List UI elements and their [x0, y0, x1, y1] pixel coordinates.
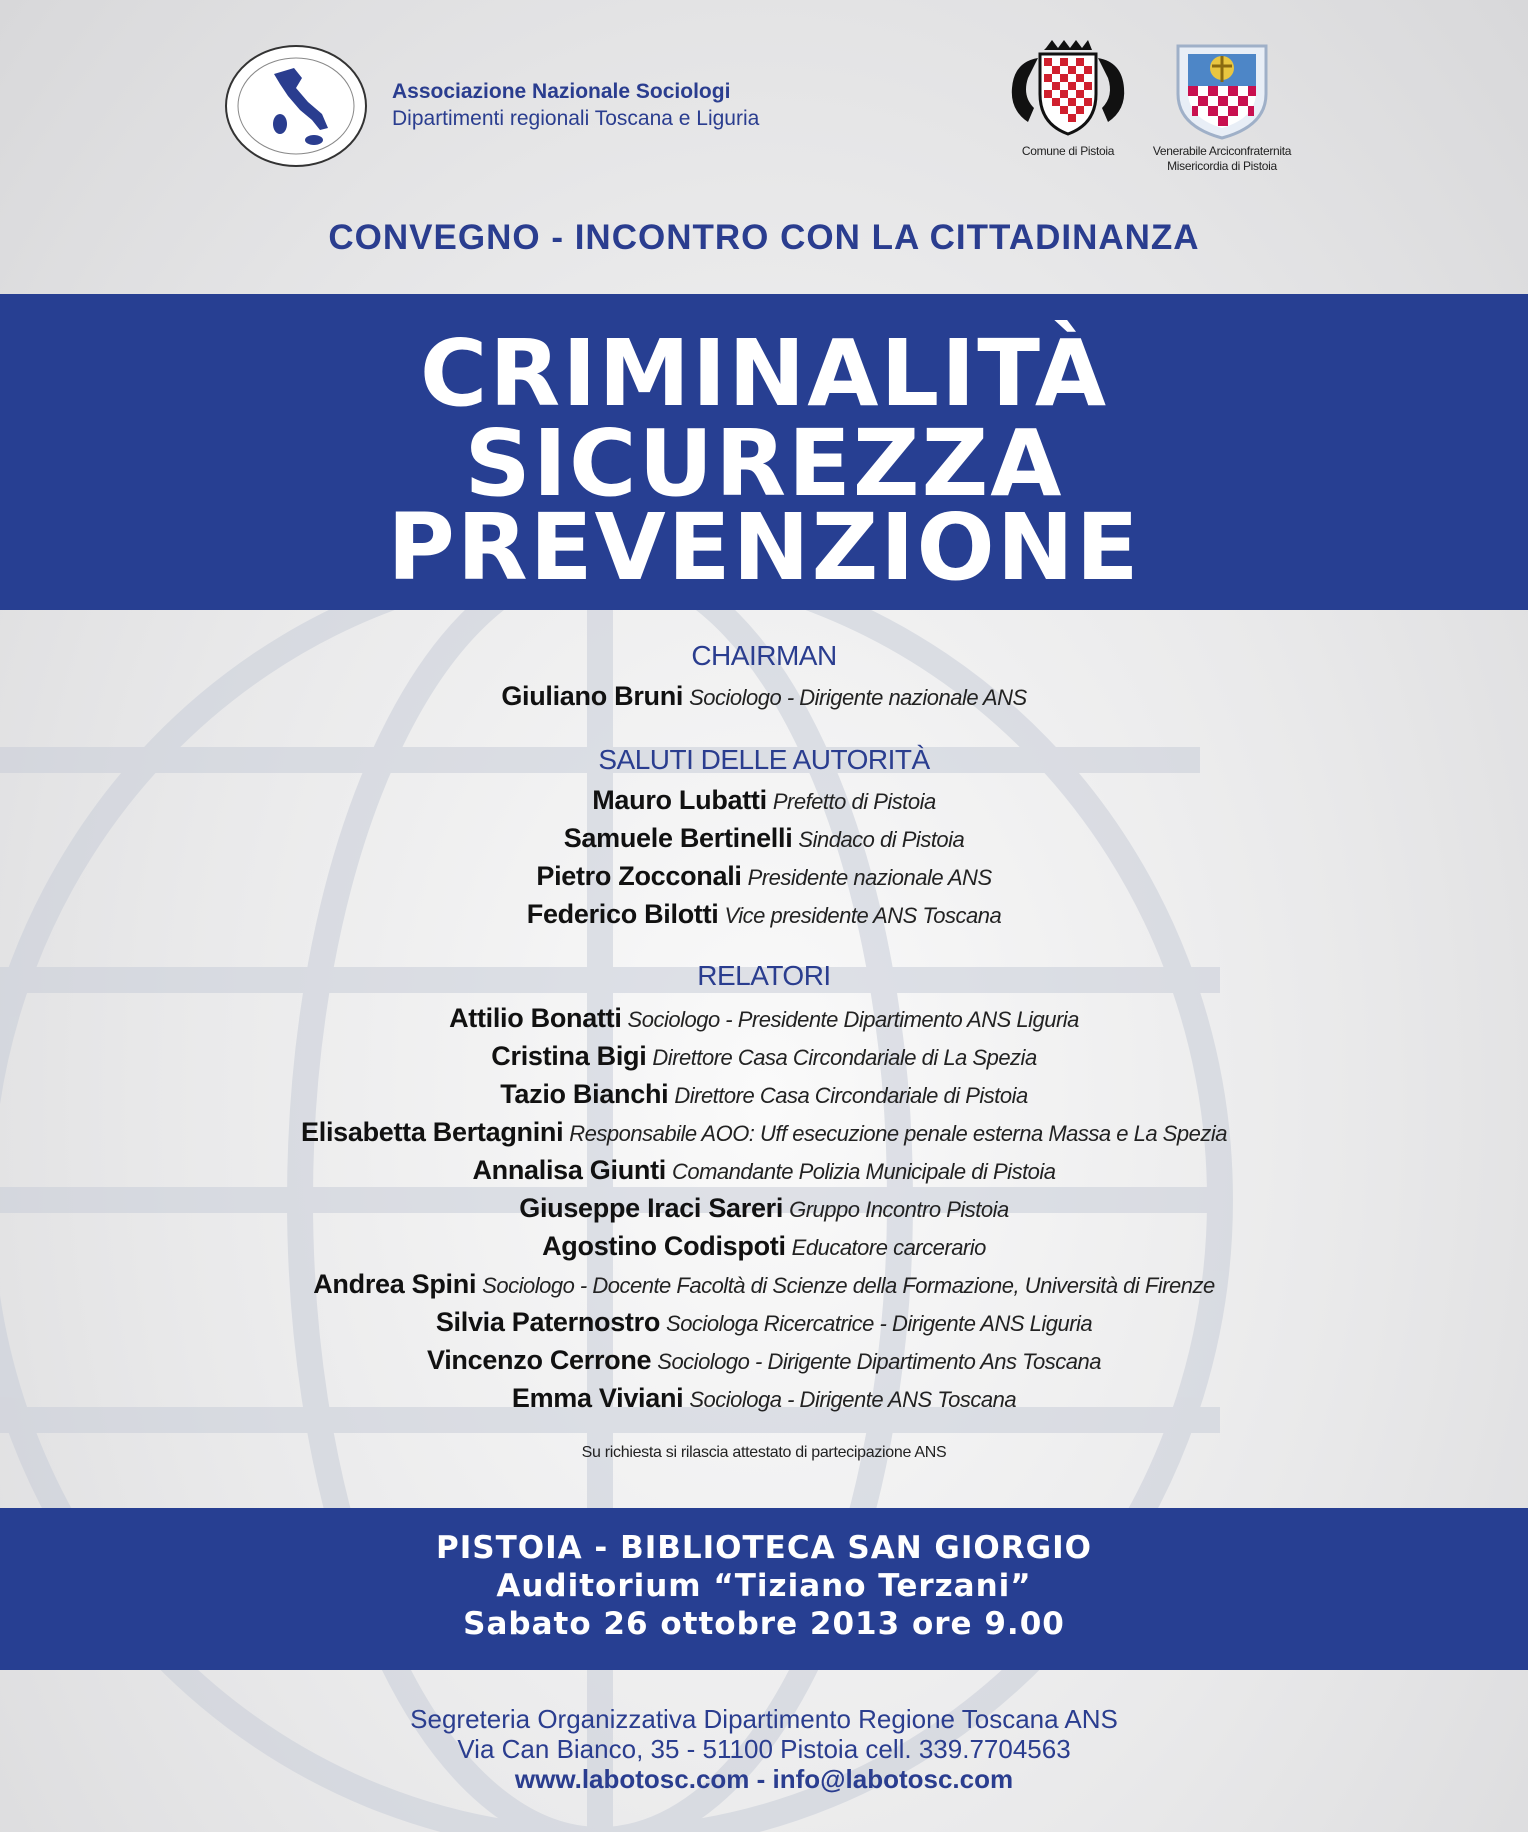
person-name: Pietro Zocconali [536, 861, 742, 891]
misericordia-caption-line2: Misericordia di Pistoia [1167, 159, 1277, 173]
saluti-person [0, 820, 1528, 858]
person-name: Agostino Codispoti [542, 1231, 786, 1261]
event-subtitle: CONVEGNO - INCONTRO CON LA CITTADINANZA [328, 218, 1200, 257]
person-role: Sociologa - Dirigente ANS Toscana [689, 1387, 1017, 1412]
relatori-heading: RELATORI [697, 960, 831, 991]
person-role: Sociologo - Presidente Dipartimento ANS Liguria [627, 1007, 1079, 1032]
person-role: Gruppo Incontro Pistoia [789, 1197, 1009, 1222]
person-name: Federico Bilotti [526, 899, 719, 929]
venue-datetime: Sabato 26 ottobre 2013 ore 9.00 [463, 1606, 1065, 1642]
venue-band [0, 1508, 1528, 1670]
relatore-person [0, 1266, 1528, 1304]
person-name: Emma Viviani [511, 1383, 684, 1413]
chairman-person [0, 678, 1528, 716]
person-name: Cristina Bigi [491, 1041, 647, 1071]
person-role: Prefetto di Pistoia [772, 789, 936, 814]
relatore-person [0, 1304, 1528, 1342]
ans-logo [224, 44, 368, 168]
program [0, 640, 1528, 1462]
title-line-2: SICUREZZA [464, 410, 1064, 517]
person-name: Giuseppe Iraci Sareri [519, 1193, 784, 1223]
person-role: Comandante Polizia Municipale di Pistoia [671, 1159, 1056, 1184]
misericordia-caption-line1: Venerabile Arciconfraternita [1152, 144, 1292, 158]
footer-address: Via Can Bianco, 35 - 51100 Pistoia cell. 339.7704563 [457, 1734, 1071, 1764]
person-name: Annalisa Giunti [472, 1155, 666, 1185]
venue-auditorium: Auditorium “Tiziano Terzani” [496, 1568, 1032, 1604]
misericordia-crest-icon [1174, 42, 1270, 140]
person-role: Responsabile AOO: Uff esecuzione penale esterna Massa e La Spezia [569, 1121, 1227, 1146]
person-role: Sociologo - Dirigente nazionale ANS [689, 685, 1027, 710]
person-role: Direttore Casa Circondariale di La Spezia [652, 1045, 1037, 1070]
footer-web-email: www.labotosc.com - info@labotosc.com [514, 1764, 1014, 1794]
title-band [0, 294, 1528, 610]
person-role: Sociologo - Docente Facoltà di Scienze della Formazione, Università di Firenze [482, 1273, 1215, 1298]
person-role: Direttore Casa Circondariale di Pistoia [674, 1083, 1028, 1108]
title-line-3: PREVENZIONE [387, 494, 1141, 601]
title-line-1: CRIMINALITÀ [419, 320, 1109, 427]
person-name: Samuele Bertinelli [563, 823, 793, 853]
person-name: Giuliano Bruni [501, 681, 684, 711]
chairman-heading: CHAIRMAN [691, 640, 837, 671]
person-name: Attilio Bonatti [449, 1003, 622, 1033]
relatore-person [0, 1076, 1528, 1114]
footer-secretariat: Segreteria Organizzativa Dipartimento Regione Toscana ANS [410, 1704, 1118, 1734]
venue-location: PISTOIA - BIBLIOTECA SAN GIORGIO [436, 1530, 1092, 1566]
relatore-person [0, 1228, 1528, 1266]
person-name: Mauro Lubatti [592, 785, 767, 815]
relatore-person [0, 1038, 1528, 1076]
relatore-person [0, 1000, 1528, 1038]
pistoia-crest-caption: Comune di Pistoia [1021, 144, 1115, 158]
saluti-person [0, 858, 1528, 896]
relatore-person [0, 1342, 1528, 1380]
person-name: Silvia Paternostro [435, 1307, 661, 1337]
person-role: Sindaco di Pistoia [798, 827, 965, 852]
pistoia-crest-icon [1000, 38, 1136, 138]
person-role: Sociologa Ricercatrice - Dirigente ANS Liguria [666, 1311, 1093, 1336]
footer-contacts [0, 1704, 1528, 1794]
saluti-person [0, 896, 1528, 934]
misericordia-crest-caption [1124, 144, 1320, 174]
person-name: Elisabetta Bertagnini [301, 1117, 564, 1147]
relatore-person [0, 1152, 1528, 1190]
organization-block [392, 78, 759, 132]
person-name: Andrea Spini [313, 1269, 477, 1299]
organization-department: Dipartimenti regionali Toscana e Liguria [392, 107, 760, 130]
person-name: Vincenzo Cerrone [427, 1345, 652, 1375]
person-role: Presidente nazionale ANS [747, 865, 992, 890]
organization-name: Associazione Nazionale Sociologi [392, 80, 731, 103]
person-role: Vice presidente ANS Toscana [724, 903, 1002, 928]
saluti-person [0, 782, 1528, 820]
attendance-note: Su richiesta si rilascia attestato di partecipazione ANS [581, 1444, 947, 1461]
relatore-person [0, 1380, 1528, 1418]
saluti-heading: SALUTI DELLE AUTORITÀ [598, 744, 930, 775]
person-role: Sociologo - Dirigente Dipartimento Ans Toscana [657, 1349, 1101, 1374]
person-role: Educatore carcerario [791, 1235, 986, 1260]
relatore-person [0, 1114, 1528, 1152]
person-name: Tazio Bianchi [500, 1079, 669, 1109]
relatore-person [0, 1190, 1528, 1228]
header [0, 0, 1528, 294]
